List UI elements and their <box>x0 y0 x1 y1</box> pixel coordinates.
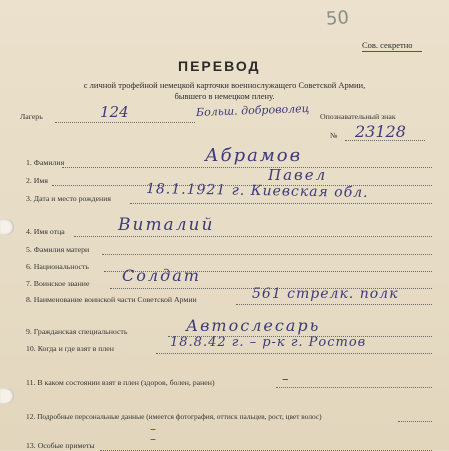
field-label-captured: 10. Когда и где взят в плен <box>26 344 114 353</box>
field-label-condition: 11. В каком состоянии взят в плен (здоров, болен, ранен) <box>26 378 215 387</box>
field-value-name: Павел <box>268 166 328 184</box>
field-value-personal-data: – <box>150 422 156 436</box>
field-label-name: 2. Имя <box>26 176 48 185</box>
tag-value: 23128 <box>355 122 406 141</box>
field-label-civil-specialty: 9. Гражданская специальность <box>26 327 128 336</box>
field-value-condition: – <box>282 372 289 387</box>
field-value-civil-specialty: Автослесарь <box>186 316 321 335</box>
field-line-personal-data <box>398 421 432 422</box>
field-value-surname: Абрамов <box>205 145 303 166</box>
field-label-nationality: 6. Национальность <box>26 262 89 271</box>
camp-label: Лагерь <box>20 112 43 121</box>
field-line-father <box>74 236 432 237</box>
punch-hole-lower <box>0 388 14 404</box>
archive-number: 50 <box>325 7 350 30</box>
field-label-personal-data: 12. Подробные персональные данные (имеется фотография, оттиск пальцев, рост, цвет волос) <box>26 412 322 421</box>
field-label-special-marks: 13. Особые приметы <box>26 441 95 450</box>
field-label-unit: 8. Наименование воинской части Советской Армии <box>26 295 197 304</box>
field-value-father: Виталий <box>118 215 215 235</box>
field-label-rank: 7. Воинское звание <box>26 279 90 288</box>
tag-label: Опознавательный знак <box>320 112 396 121</box>
subtitle-line-2: бывшего в немецком плену. <box>174 91 275 101</box>
field-value-unit: 561 стрелк. полк <box>252 286 399 302</box>
field-value-captured: 18.8.42 г. – р-к г. Ростов <box>170 335 367 350</box>
field-label-surname: 1. Фамилия <box>26 158 65 167</box>
field-value-rank: Солдат <box>122 266 201 285</box>
field-label-father: 4. Имя отца <box>26 227 65 236</box>
field-value-special-marks: – <box>150 432 156 446</box>
classification-label: Сов. секретно <box>362 40 413 50</box>
subtitle-line-1: с личной трофейной немецкой карточки военнослужащего Советской Армии, <box>83 80 366 90</box>
page-title: ПЕРЕВОД <box>178 58 261 74</box>
punch-hole-upper <box>0 219 14 235</box>
classification-underline <box>362 51 422 52</box>
field-label-birth: 3. Дата и место рождения <box>26 194 111 203</box>
field-line-mother <box>102 254 432 255</box>
field-line-birth <box>130 203 432 204</box>
field-line-surname <box>62 167 432 168</box>
field-line-unit <box>236 304 432 305</box>
camp-value: 124 <box>100 103 129 121</box>
tag-prefix: № <box>330 131 338 140</box>
field-label-mother: 5. Фамилия матери <box>26 245 90 254</box>
field-value-birth: 18.1.1921 г. Киевская обл. <box>145 181 369 201</box>
field-line-captured <box>156 353 432 354</box>
camp-note: Больш. доброволец <box>195 102 310 119</box>
field-line-condition <box>276 387 432 388</box>
camp-line <box>55 122 195 123</box>
